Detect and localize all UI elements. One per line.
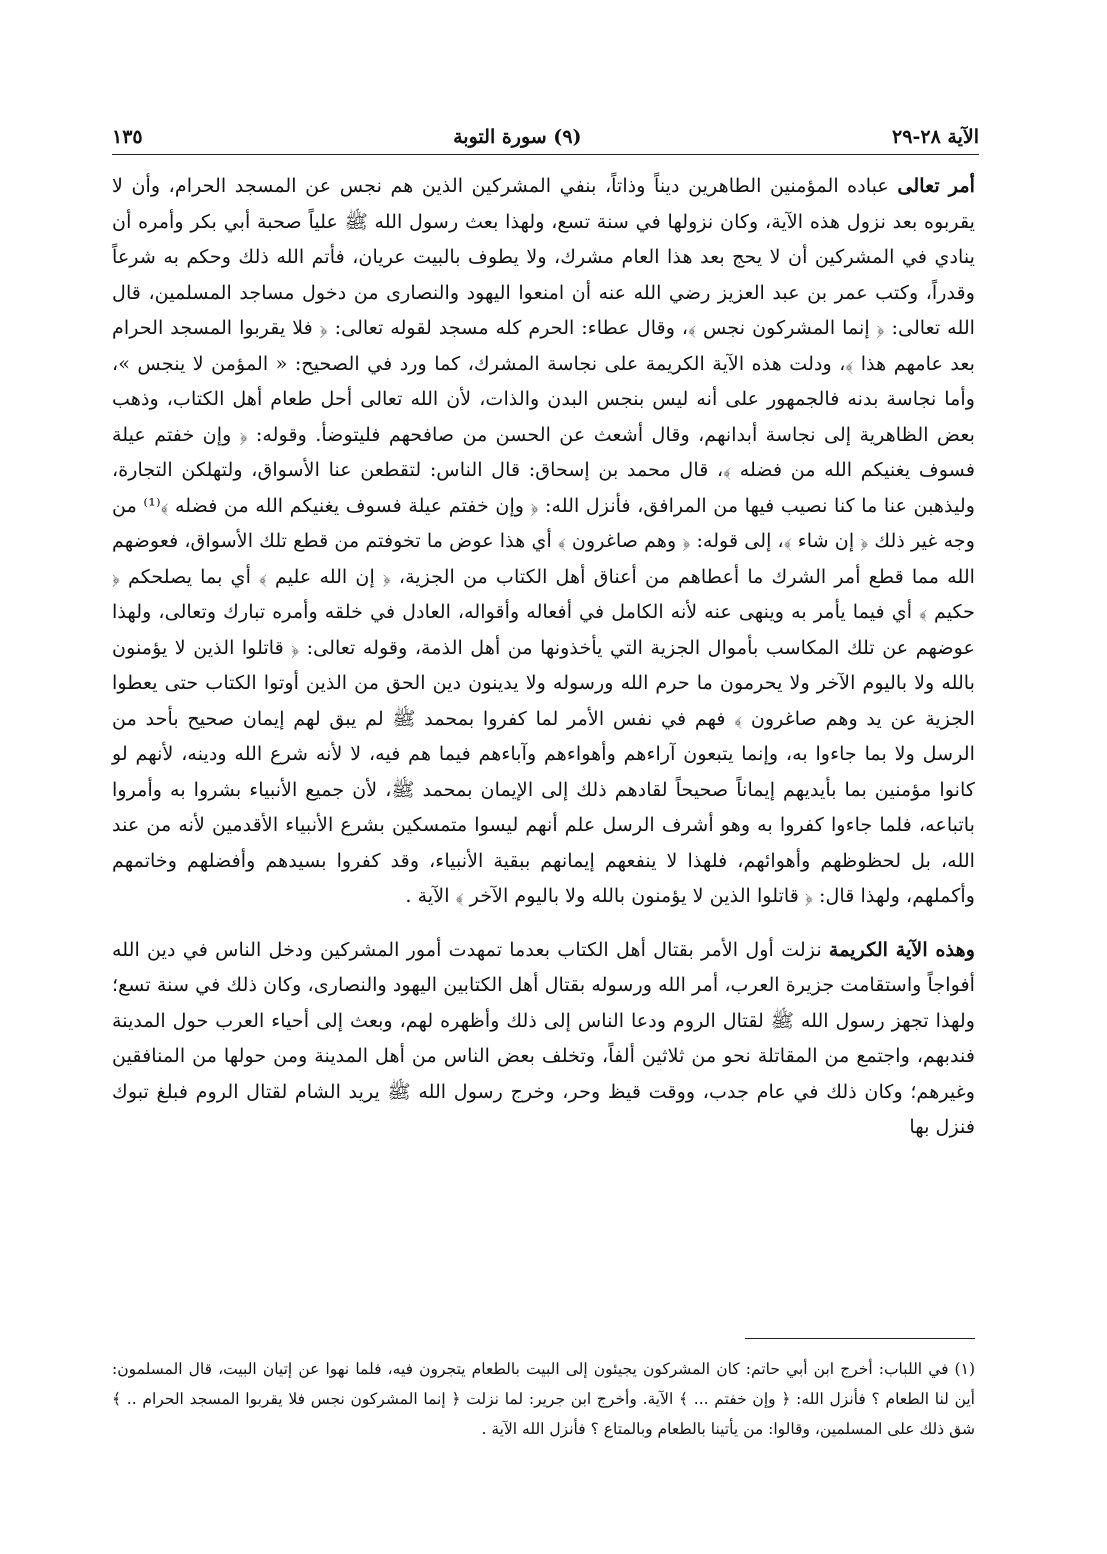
footnote-divider: [745, 1338, 975, 1339]
paragraph-1-lead: أمر تعالى: [897, 174, 975, 197]
main-text: [112, 168, 975, 1145]
page-number: ١٣٥: [112, 126, 143, 148]
paragraph-2-text: نزلت أول الأمر بقتال أهل الكتاب بعدما تمهدت أمور المشركين ودخل الناس في دين الله أفواجاً واستقامت جزيرة العرب، أمر الله ورسوله بقتال أهل الكتابين اليهود والنصارى، وكان ذلك في سنة تسع؛ ولهذا تجهز رسول الله ﷺ لقتال الروم ودعا الناس إلى ذلك وأظهره لهم، وبعث إلى أحياء العرب حول المدينة فندبهم، واجتمع من المقاتلة نحو من ثلاثين ألفاً، وتخلف بعض الناس من أهل المدينة ومن حولها من المنافقين وغيرهم؛ وكان ذلك في عام جدب، ووقت قيظ وحر، وخرج رسول الله ﷺ يريد الشام لقتال الروم فبلغ تبوك فنزل بها: [112, 937, 976, 1138]
paragraph-2-lead: وهذه الآية الكريمة: [828, 937, 975, 961]
verse-reference: الآية ٢٨-٢٩: [892, 126, 979, 148]
footnote-number: (١): [954, 1360, 975, 1378]
footnote: [112, 1354, 975, 1444]
paragraph-1-text: عباده المؤمنين الطاهرين ديناً وذاتاً، بنفي المشركين الذين هم نجس عن المسجد الحرام، وأن لا يقربوه بعد نزول هذه الآية، وكان نزولها في سنة تسع، ولهذا بعث رسول الله ﷺ علياً صحبة أبي بكر وأمره أن ينادي في المشركين أن لا يحج بعد هذا العام مشرك، ولا يطوف بالبيت عريان، فأتم الله ذلك وحكم به شرعاً وقدراً، وكتب عمر بن عبد العزيز رضي الله عنه أن امنعوا اليهود والنصارى من دخول مساجد المسلمين، قال الله تعالى: ﴿ إنما المشركون نجس ﴾، وقال عطاء: الحرم كله مسجد لقوله تعالى: ﴿ فلا يقربوا المسجد الحرام بعد عامهم هذا ﴾، ودلت هذه الآية الكريمة على نجاسة المشرك، كما ورد في الصحيح: « المؤمن لا ينجس »، وأما نجاسة بدنه فالجمهور على أنه ليس بنجس البدن والذات، لأن الله تعالى أحل طعام أهل الكتاب، وذهب بعض الظاهرية إلى نجاسة أبدانهم، وقال أشعث عن الحسن من صافحهم فليتوضأ. وقوله: ﴿ وإن خفتم عيلة فسوف يغنيكم الله من فضله ﴾، قال محمد بن إسحاق: قال الناس: لتقطعن عنا الأسواق، ولتهلكن التجارة، وليذهبن عنا ما كنا نصيب فيها من المرافق، فأنزل الله: ﴿ وإن خفتم عيلة فسوف يغنيكم الله من فضله ﴾⁽¹⁾ من وجه غير ذلك ﴿ إن شاء ﴾، إلى قوله: ﴿ وهم صاغرون ﴾ أي هذا عوض ما تخوفتم من قطع تلك الأسواق، فعوضهم الله مما قطع أمر الشرك ما أعطاهم من أعناق أهل الكتاب من الجزية، ﴿ إن الله عليم ﴾ أي بما يصلحكم ﴿ حكيم ﴾ أي فيما يأمر به وينهى عنه لأنه الكامل في أفعاله وأقواله، العادل في خلقه وأمره تبارك وتعالى، ولهذا عوضهم عن تلك المكاسب بأموال الجزية التي يأخذونها من أهل الذمة، وقوله تعالى: ﴿ قاتلوا الذين لا يؤمنون بالله ولا باليوم الآخر ولا يحرمون ما حرم الله ورسوله ولا يدينون دين الحق من الذين أوتوا الكتاب حتى يعطوا الجزية عن يد وهم صاغرون ﴾ فهم في نفس الأمر لما كفروا بمحمد ﷺ لم يبق لهم إيمان صحيح بأحد من الرسل ولا بما جاءوا به، وإنما يتبعون آراءهم وأهواءهم وآباءهم فيما هم فيه، لا لأنه شرع الله ودينه، لأنهم لو كانوا مؤمنين بما بأيديهم إيماناً صحيحاً لقادهم ذلك إلى الإيمان بمحمد ﷺ، لأن جميع الأنبياء بشروا به وأمروا باتباعه، فلما جاءوا كفروا به وهو أشرف الرسل علم أنهم ليسوا متمسكين بشرع الأنبياء الأقدمين لأنه من عند الله، بل لحظوظهم وأهوائهم، فلهذا لا ينفعهم إيمانهم ببقية الأنبياء، وقد كفروا بسيدهم وأفضلهم وخاتمهم وأكملهم، ولهذا قال: ﴿ قاتلوا الذين لا يؤمنون بالله ولا باليوم الآخر ﴾ الآية .: [112, 174, 976, 907]
paragraph-2: [112, 932, 975, 1145]
header-divider: [112, 154, 979, 155]
paragraph-1: [112, 168, 975, 914]
surah-title: (٩) سورة التوبة: [453, 126, 582, 148]
footnote-text: في اللباب: أخرج ابن أبي حاتم: كان المشركون يجيئون إلى البيت بالطعام يتجرون فيه، فلما نهوا عن إتيان البيت، قال المسلمون: أين لنا الطعام ؟ فأنزل الله: ﴿ وإن خفتم ... ﴾ الآية. وأخرج ابن جرير: لما نزلت ﴿ إنما المشركون نجس فلا يقربوا المسجد الحرام .. ﴾ شق ذلك على المسلمين، وقالوا: من يأتينا بالطعام وبالمتاع ؟ فأنزل الله الآية .: [112, 1360, 975, 1438]
running-header: [112, 120, 979, 154]
